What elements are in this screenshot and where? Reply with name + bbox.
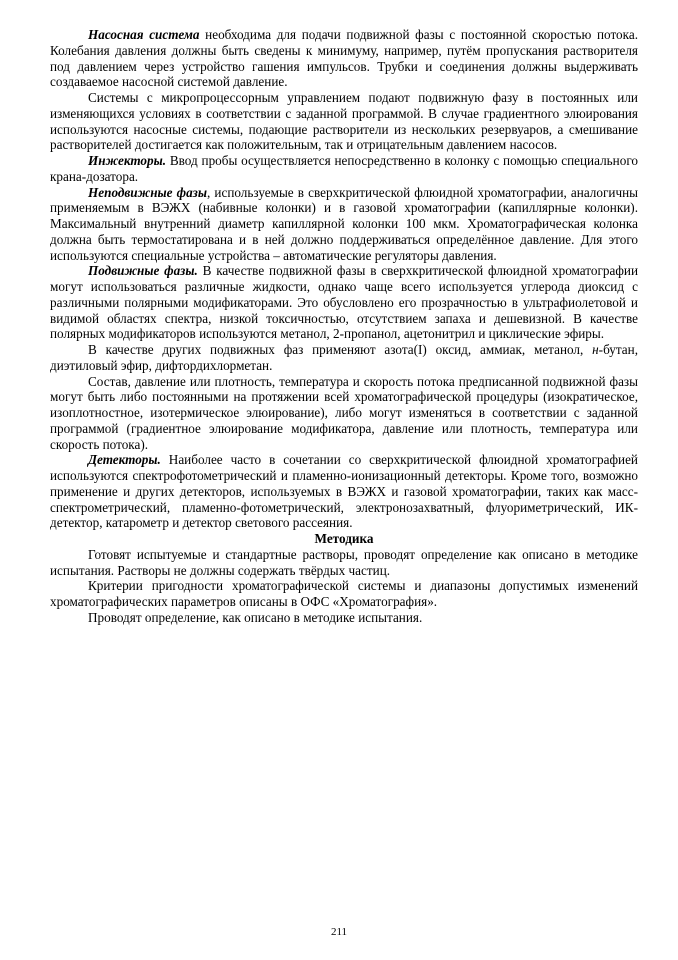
paragraph-microprocessor — [50, 90, 638, 153]
paragraph-text: необходима для подачи подвижной фазы с постоянной скоростью потока. Колебания давления должны быть сведены к минимуму, например, путём пропускания растворителя под давлением через устройство гашения импульсов. Трубки и соединения должны выдерживать создаваемое насосной системой давление. — [50, 27, 638, 90]
paragraph-text: Состав, давление или плотность, температура и скорость потока предписанной подвижной фазы могут быть либо постоянными на протяжении всей хроматографической процедуры (изократическое, изоплотностное, изотермическое элюирование), либо могут изменяться в соответствии с заданной программой (градиентное элюирование модификатора, давление или плотность, температура или скорость потока). — [50, 373, 638, 452]
paragraph-text: Наиболее часто в сочетании со сверхкритической флюидной хроматографией используются спектрофотометрический и пламенно-ионизационный детекторы. Кроме того, возможно применение и других детекторов, используемых в ВЭЖХ и газовой хроматографии, таких как масс-спектрометрический, пламенно-фотометрический, электронозахватный, флуориметрический, ИК-детектор, катарометр и детектор светового рассеяния. — [50, 452, 638, 531]
paragraph-other-mobile-phases — [50, 342, 638, 374]
term-detectors: Детекторы. — [88, 452, 161, 468]
paragraph-detectors — [50, 452, 638, 531]
section-heading-method: Методика — [314, 531, 374, 546]
paragraph-text: Ввод пробы осуществляется непосредственно в колонку с помощью специального крана-дозатора. — [50, 153, 638, 184]
paragraph-text: , используемые в сверхкритической флюидной хроматографии, аналогичны применяемым в ВЭЖХ (набивные колонки) и в газовой хроматографии (капиллярные колонки). Максимальный внутренний диаметр капиллярной колонки 100 мкм. Хроматографическая колонка должна быть термостатирована и в ней должно поддерживаться определённое давление. Для этого используются специальные устройства – автоматические регуляторы давления. — [50, 184, 638, 263]
term-injectors: Инжекторы. — [88, 153, 167, 168]
paragraph-stationary-phases — [50, 185, 638, 264]
term-stationary-phases: Неподвижные фазы — [88, 184, 207, 200]
paragraph-composition — [50, 374, 638, 453]
term-mobile-phases: Подвижные фазы. — [88, 263, 198, 279]
paragraph-text-cont: -бутан, диэтиловый эфир, дифтордихлорметан. — [50, 342, 638, 373]
paragraph-method-2: Критерии пригодности хроматографической системы и диапазоны допустимых изменений хроматографических параметров описаны в ОФС «Хроматография». — [50, 578, 638, 609]
page-number: 211 — [330, 926, 348, 938]
paragraph-injectors — [50, 153, 638, 185]
paragraph-method-1: Готовят испытуемые и стандартные растворы, проводят определение как описано в методике испытания. Растворы не должны содержать твёрдых частиц. — [50, 546, 638, 578]
paragraph-text: В качестве подвижной фазы в сверхкритической флюидной хроматографии могут использоваться различные жидкости, однако чаще всего используется углерода диоксид с различными полярными модификаторами. Это обусловлено его прозрачностью в ультрафиолетовой и видимой областях спектра, низкой токсичностью, отсутствием запаха и дешевизной. В качестве полярных модификаторов используются метанол, 2-пропанол, ацетонитрил и циклические эфиры. — [50, 263, 639, 342]
paragraph-pump-system — [50, 27, 638, 90]
document-page — [50, 27, 638, 626]
term-pump-system: Насосная система — [88, 27, 200, 42]
paragraph-mobile-phases — [50, 263, 638, 342]
italic-n: н — [592, 342, 599, 357]
paragraph-text: Системы с микропроцессорным управлением подают подвижную фазу в постоянных или изменяющихся условиях в соответствии с заданной программой. В случае градиентного элюирования используются насосные системы, подающие растворители из нескольких резервуаров, а смешивание растворителей достигается как положительным, так и отрицательным давлением насосов. — [50, 90, 638, 153]
paragraph-text: В качестве других подвижных фаз применяют азота(I) оксид, аммиак, метанол, — [88, 342, 593, 357]
paragraph-method-3: Проводят определение, как описано в методике испытания. — [88, 609, 423, 625]
